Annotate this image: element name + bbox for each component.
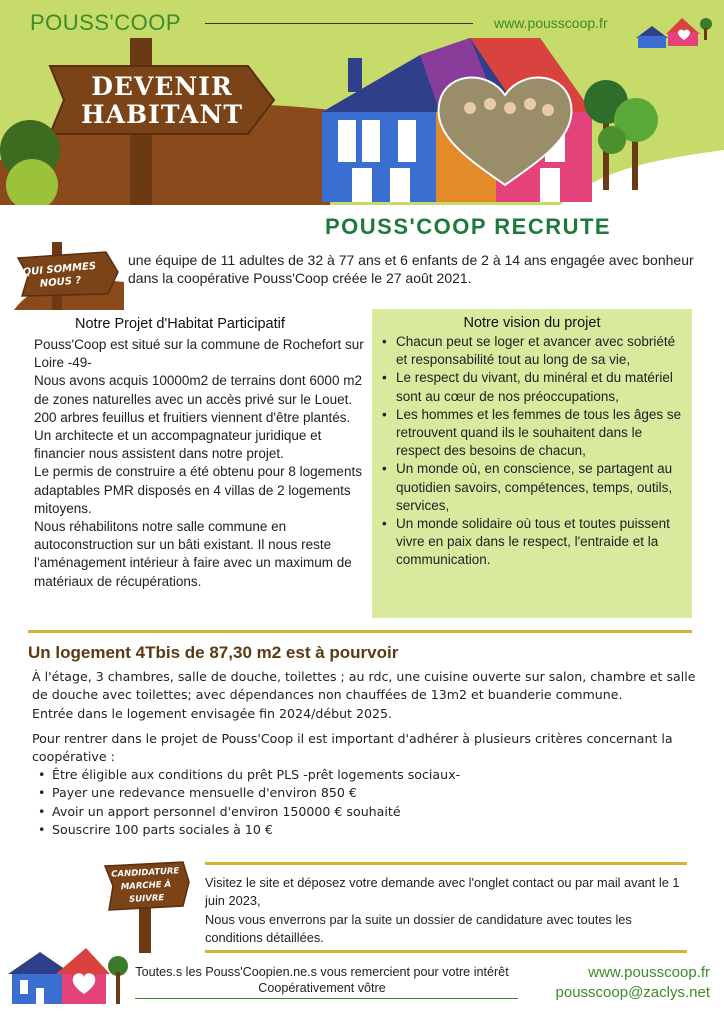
housing-description — [32, 668, 702, 723]
person-icon — [484, 98, 496, 110]
header-divider — [205, 23, 473, 24]
window — [338, 120, 356, 162]
thanks-text — [132, 964, 512, 996]
person-icon — [542, 104, 554, 116]
intro-text: une équipe de 11 adultes de 32 à 77 ans et 6 enfants de 2 à 14 ans engagée avec bonheur dans la coopérative Pouss'Coop créée le 27 août 2021. — [128, 252, 694, 286]
footer-contact — [556, 963, 710, 1003]
vision-item: • Le respect du vivant, du minéral et du matériel sont au cœur de nos préoccupations, — [380, 369, 686, 405]
window — [20, 980, 28, 994]
person-icon — [524, 98, 536, 110]
door — [352, 168, 372, 202]
candidature-line: Visitez le site et déposez votre demande avec l'onglet contact ou par mail avant le 1 juin 2023, — [205, 875, 680, 909]
criteria-item: • Être éligible aux conditions du prêt PLS -prêt logements sociaux- — [36, 766, 636, 784]
window — [398, 120, 416, 162]
vision-item: • Un monde où, en conscience, se partagent au quotidien savoirs, compétences, temps, outils, services, — [380, 460, 686, 515]
vision-box — [372, 309, 692, 618]
project-paragraph: Nous avons acquis 10000m2 de terrains dont 6000 m2 de zones naturelles avec un accès privé sur le Louet. 200 arbres feuillus et fruitiers viennent d'être plantés. — [34, 373, 362, 425]
criteria-item: • Avoir un apport personnel d'environ 150000 € souhaité — [36, 803, 636, 821]
project-paragraph: Nous réhabilitons notre salle commune en autoconstruction sur un bâti existant. Il nous reste l'aménagement intérieur à faire avec un maximum de matériaux de récupérations. — [34, 519, 352, 589]
door — [540, 168, 560, 202]
criteria-item: • Souscrire 100 parts sociales à 10 € — [36, 821, 636, 839]
door — [36, 988, 44, 1004]
criteria-list — [36, 766, 636, 840]
roof-red — [56, 948, 110, 974]
footer-house-logo-icon — [6, 944, 130, 1004]
tree-trunk — [116, 972, 120, 1004]
candidature-line: Nous vous enverrons par la suite un dossier de candidature avec toutes les conditions détaillées. — [205, 911, 632, 946]
person-icon — [464, 102, 476, 114]
footer-email-link[interactable]: pousscoop@zaclys.net — [555, 984, 710, 1001]
housing-title: Un logement 4Tbis de 87,30 m2 est à pourvoir — [28, 643, 399, 662]
criteria-item: • Payer une redevance mensuelle d'environ 850 € — [36, 784, 636, 802]
footer-divider — [135, 998, 518, 999]
vision-list — [380, 333, 686, 570]
header-banner — [0, 0, 724, 205]
candidature-divider-top — [205, 862, 687, 865]
project-paragraph: Pouss'Coop est situé sur la commune de Rochefort sur Loire -49- — [34, 337, 364, 371]
chimney — [348, 58, 362, 92]
signpost-title: DEVENIR HABITANT — [81, 72, 243, 129]
header-website-link[interactable]: www.pousscoop.fr — [494, 15, 608, 31]
tree-icon — [598, 126, 626, 154]
brand-name: POUSS'COOP — [30, 10, 182, 35]
who-are-we-sign-text: QUI SOMMES NOUS ? — [22, 260, 97, 290]
section-divider — [28, 630, 692, 633]
criteria-intro: Pour rentrer dans le projet de Pouss'Coop il est important d'adhérer à plusieurs critères concernant la coopérative : — [32, 731, 673, 765]
vision-item: • Chacun peut se loger et avancer avec sobriété et responsabilité tout au long de sa vie, — [380, 333, 686, 369]
signature-line: Coopérativement vôtre — [258, 981, 386, 995]
recruit-title: POUSS'COOP RECRUTE — [325, 214, 612, 239]
person-icon — [504, 102, 516, 114]
project-paragraph: Un architecte et un accompagnateur juridique et financier nous assistent dans notre projet. — [34, 428, 322, 462]
candidature-sign-text: CANDIDATURE MARCHE À SUIVRE — [111, 866, 180, 905]
vision-title: Notre vision du projet — [463, 315, 601, 331]
vision-item: • Un monde solidaire où tous et toutes puissent vivre en paix dans le respect, l'entraide et la communication. — [380, 515, 686, 570]
door — [390, 168, 410, 202]
project-text — [34, 336, 364, 591]
window — [362, 120, 380, 162]
footer-website-link[interactable]: www.pousscoop.fr — [588, 964, 710, 981]
housing-entry-date: Entrée dans le logement envisagée fin 2024/début 2025. — [32, 705, 393, 721]
housing-details: À l'étage, 3 chambres, salle de douche, toilettes ; au rdc, une cuisine ouverte sur salon, chambre et salle de douche avec toilettes; avec dépendances non chauffées de 13m2 et buanderie commune. — [32, 669, 696, 703]
candidature-text — [205, 874, 685, 948]
vision-item: • Les hommes et les femmes de tous les âges se retrouvent quand ils le souhaitent dans le respect des besoins de chacun, — [380, 406, 686, 461]
project-paragraph: Le permis de construire a été obtenu pour 8 logements adaptables PMR disposés en 4 villas de 2 logements mitoyens. — [34, 464, 362, 516]
thanks-line: Toutes.s les Pouss'Coopien.ne.s vous remercient pour votre intérêt — [135, 965, 509, 979]
project-title: Notre Projet d'Habitat Participatif — [75, 316, 285, 332]
candidature-divider-bottom — [205, 950, 687, 953]
